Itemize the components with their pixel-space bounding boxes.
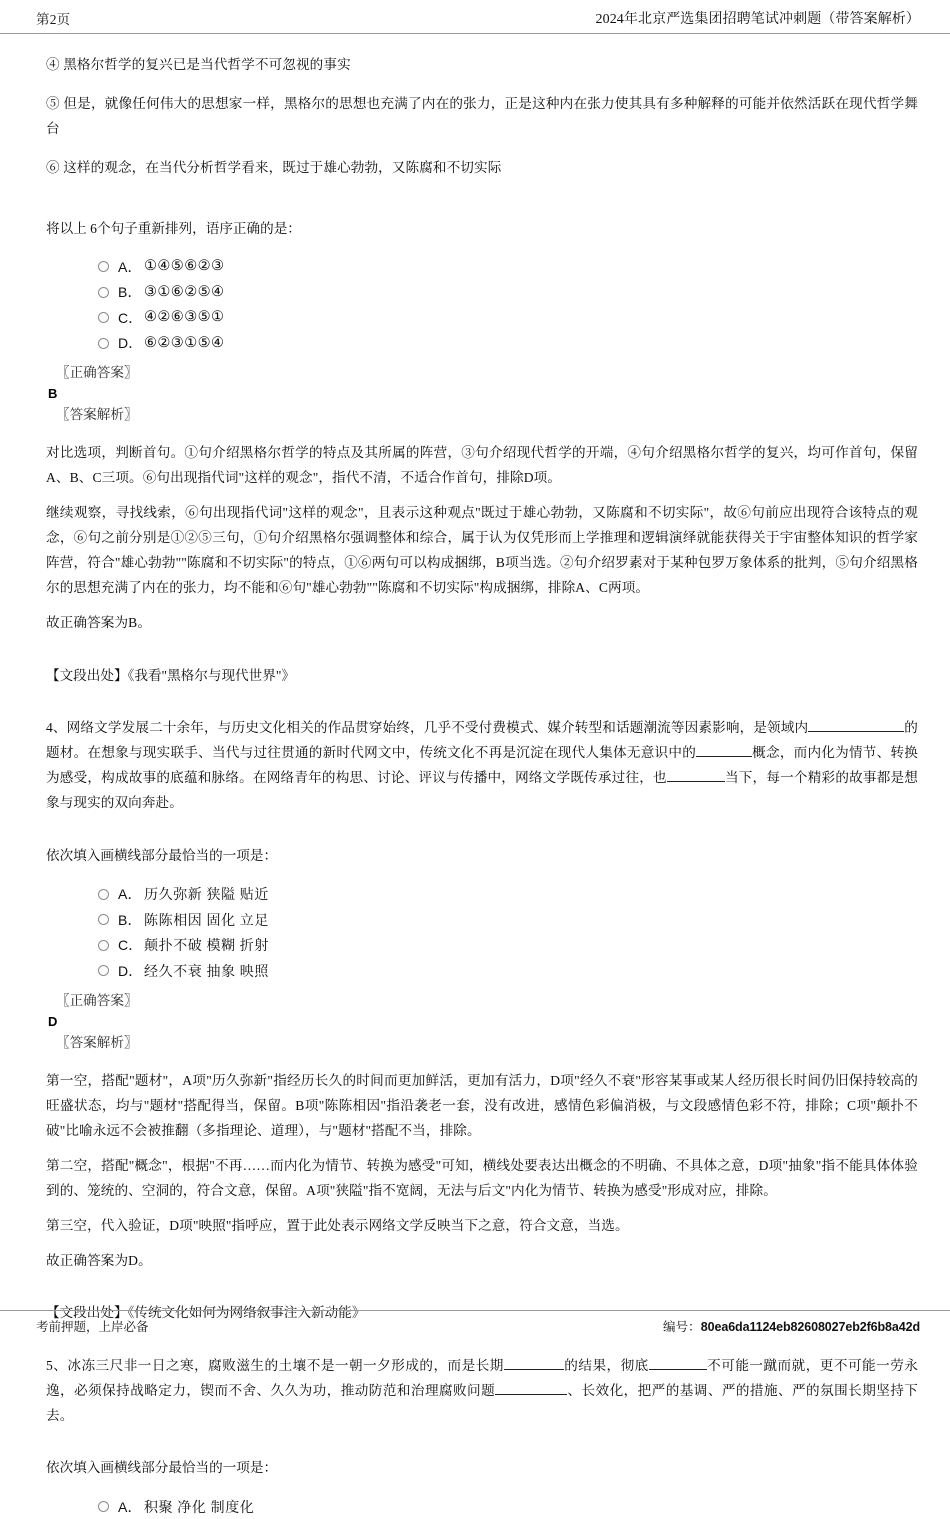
option-label: 积聚 净化 制度化 [144,1500,255,1516]
option-b[interactable] [46,280,918,306]
option-letter: C． [118,937,143,954]
blank-1 [808,731,904,732]
question4-analysis-p2: 第二空，搭配"概念"，根据"不再……而内化为情节、转换为感受"可知，横线处要表达出概念的不明确、不具体之意，D项"抽象"指不能具体体验到的、笼统的、空洞的，符合文意，保留。A项"狭隘"指不宽阔，无法与后文"内化为情节、转换为感受"形成对应，排除。 [46,1157,918,1198]
footer-slogan: 考前押题，上岸必备 [36,1320,149,1334]
option-letter: D． [118,335,143,352]
question3-source [46,663,918,688]
option-a[interactable] [46,882,918,908]
question4-stem-part3: 概念，而内化为情节、转换为感受，构成故事的底蕴和脉络。在网络青年的构思、讨论、评议与传播中，网络文学既传承过往，也 [46,745,918,786]
option-b[interactable] [46,907,918,933]
document-content [0,34,950,1519]
option-label: ⑥②③①⑤④ [144,334,225,351]
question3-options [46,254,918,356]
option-label: ④②⑥③⑤① [144,309,225,326]
question3-answer-label: 〖正确答案〗 [56,365,138,381]
question3-analysis-p1: 对比选项，判断首句。①句介绍黑格尔哲学的特点及其所属的阵营，③句介绍现代哲学的开端，④句介绍黑格尔哲学的复兴，均可作首句，保留A、B、C三项。⑥句出现指代词"这样的观念"，指代不清，不适合作首句，排除D项。 [46,445,918,486]
question3-analysis-p2: 继续观察，寻找线索，⑥句出现指代词"这样的观念"，且表示这种观点"既过于雄心勃勃，又陈腐和不切实际"，故⑥句前应出现符合该特点的观念，⑥句之前分别是①②⑤三句，①句介绍黑格尔强调整体和综合，属于认为仅凭形而上学推理和逻辑演绎就能获得关于宇宙整体知识的哲学家阵营，符合"雄心勃勃""陈腐和不切实际"的特点，①⑥两句可以构成捆绑，B项当选。②句介绍罗素对于某种包罗万象体系的批判，⑤句介绍黑格尔的思想充满了内在的张力，均不能和⑥句"雄心勃勃""陈腐和不切实际"构成捆绑，排除A、C两项。 [46,505,918,596]
question4-answer-label: 〖正确答案〗 [56,992,138,1008]
sentence-5: ⑤ 但是，就像任何伟大的思想家一样，黑格尔的思想也充满了内在的张力，正是这种内在张力使其具有多种解释的可能并依然活跃在现代哲学舞台 [46,96,918,136]
option-d[interactable] [46,331,918,357]
question5-stem-part2: 的结果，彻底 [563,1357,649,1373]
source-title: 《我看"黑格尔与现代世界"》 [127,667,295,683]
sentence-4: ④ 黑格尔哲学的复兴已是当代哲学不可忽视的事实 [46,57,351,72]
option-label: 颠扑不破 模糊 折射 [144,939,269,955]
option-letter: A． [118,1498,142,1515]
page-footer [0,1310,950,1335]
source-label: 【文段出处】 [46,667,128,683]
option-label: ①④⑤⑥②③ [144,258,225,275]
source-title: 《传统文化如何为网络叙事注入新动能》 [127,1305,366,1321]
question4-stem-part1: 4、网络文学发展二十余年，与历史文化相关的作品贯穿始终，几乎不受付费模式、媒介转型和话题潮流等因素影响，是领域内 [46,720,809,736]
option-label: 陈陈相因 固化 立足 [144,913,269,929]
option-a[interactable] [46,1494,918,1519]
option-letter: D． [118,962,143,979]
question4-stem [46,715,918,815]
option-d[interactable] [46,958,918,984]
option-letter: A． [118,258,142,275]
blank-3 [667,781,725,782]
blank-1 [504,1369,564,1370]
question4-stem-part4: 当下，每一个精彩的故事都是想象与现实的双向奔赴。 [46,770,918,811]
option-letter: A． [118,886,142,903]
radio-icon[interactable] [98,1501,109,1512]
question4-answer-value: D [48,1013,58,1029]
footer-id-label: 编号： [662,1320,701,1334]
option-c[interactable] [46,305,918,331]
question3-analysis-p3: 故正确答案为B。 [46,615,152,631]
option-c[interactable] [46,933,918,959]
header-page-label: 第2页 [36,12,71,27]
question4-stem-part2: 的题材。在想象与现实联手、当代与过往贯通的新时代网文中，传统文化不再是沉淀在现代人集体无意识中的 [46,720,918,761]
question4-prompt: 依次填入画横线部分最恰当的一项是： [46,847,278,863]
question5-prompt: 依次填入画横线部分最恰当的一项是： [46,1460,278,1476]
question5-stem-part4: 、长效化，把严的基调、严的措施、严的氛围长期坚持下去。 [46,1382,918,1423]
question4-analysis-label: 〖答案解析〗 [56,1034,138,1050]
question3-prompt: 将以上 6个句子重新排列，语序正确的是： [46,220,301,236]
radio-icon[interactable] [98,312,109,323]
option-a[interactable] [46,254,918,280]
footer-id [663,1317,920,1335]
option-letter: B． [118,911,142,928]
radio-icon[interactable] [98,965,109,976]
radio-icon[interactable] [98,889,109,900]
question4-options [46,882,918,984]
header-document-title: 2024年北京严选集团招聘笔试冲刺题（带答案解析） [595,12,920,27]
blank-3 [495,1394,567,1395]
option-letter: B． [118,284,142,301]
question3-analysis-label: 〖答案解析〗 [56,407,138,423]
radio-icon[interactable] [98,261,109,272]
question4-analysis-p4: 故正确答案为D。 [46,1252,152,1268]
source-label: 【文段出处】 [46,1305,128,1321]
footer-id-value: 80ea6da1124eb82608027eb2f6b8a42d [700,1320,920,1334]
question5-options [46,1494,918,1519]
option-label: ③①⑥②⑤④ [144,283,225,300]
question5-stem-part1: 5、冰冻三尺非一日之寒，腐败滋生的土壤不是一朝一夕形成的，而是长期 [46,1357,504,1373]
blank-2 [696,756,752,757]
radio-icon[interactable] [98,940,109,951]
option-label: 历久弥新 狭隘 贴近 [144,888,269,904]
blank-2 [649,1369,707,1370]
option-label: 经久不衰 抽象 映照 [144,964,269,980]
question3-answer-value: B [48,386,58,402]
question5-stem-part3: 不可能一蹴而就，更不可能一劳永逸，必须保持战略定力，锲而不舍、久久为功，推动防范和治理腐败问题 [46,1357,918,1398]
question4-analysis-p3: 第三空，代入验证，D项"映照"指呼应，置于此处表示网络文学反映当下之意，符合文意，当选。 [46,1217,629,1233]
radio-icon[interactable] [98,338,109,349]
sentence-6: ⑥ 这样的观念，在当代分析哲学看来，既过于雄心勃勃，又陈腐和不切实际 [46,160,502,175]
radio-icon[interactable] [98,914,109,925]
option-letter: C． [118,309,143,326]
radio-icon[interactable] [98,287,109,298]
question4-analysis-p1: 第一空，搭配"题材"，A项"历久弥新"指经历长久的时间而更加鲜活，更加有活力，D项"经久不衰"形容某事或某人经历很长时间仍旧保持较高的旺盛状态，均与"题材"搭配得当，保留。B项"陈陈相因"指沿袭老一套，没有改进，感情色彩偏消极，与文段感情色彩不符，排除；C项"颠扑不破"比喻永远不会被推翻（多指理论、道理），与"题材"搭配不当，排除。 [46,1072,918,1138]
question5-stem [46,1353,918,1428]
page-header [0,0,950,34]
